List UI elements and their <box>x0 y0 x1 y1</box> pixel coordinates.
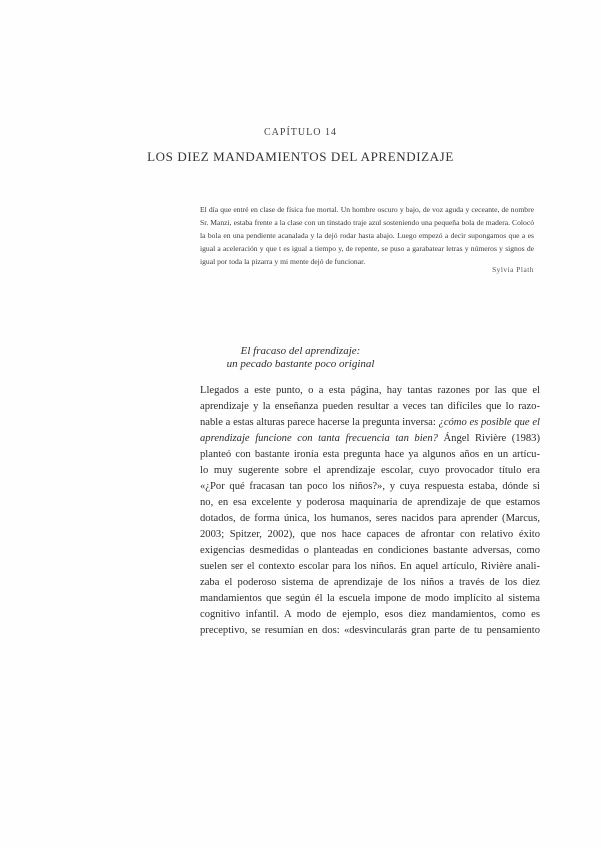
section-heading-line-1: El fracaso del aprendizaje: <box>240 345 361 357</box>
epigraph-author: Sylvia Plath <box>492 265 534 274</box>
body-line-italic-segment: ¿cómo es posible que el <box>438 417 540 428</box>
section-heading-line-2: un pecado bastante poco original <box>226 358 375 370</box>
body-line <box>200 415 540 431</box>
epigraph-text: El día que entré en clase de física fue mortal. Un hombre oscuro y bajo, de voz aguda y ceceante, de nombre Sr. Manzi, estaba frente a la clase con un tinstado traje azul sosteniendo una pequeña bola de madera. Colocó la bola en una pendiente acanalada y la dejó rodar hasta abajo. Luego empezó a decir supongamos que a es igual a aceleración y que t es igual a tiempo y, de repente, se puso a garabatear letras y números y signos de igual por toda la pizarra y mi mente dejó de funcionar. <box>200 205 534 266</box>
body-line: 2003; Spitzer, 2002), que nos hace capaces de afrontar con relativo éxito <box>200 529 540 540</box>
body-line: suelen ser el contexto escolar para los niños. En aquel artículo, Rivière anali- <box>200 561 540 572</box>
body-line-segment: Ángel Rivière (1983) <box>437 433 540 444</box>
body-line: planteó con bastante ironía esta pregunta hace ya algunos años en un artícu- <box>200 449 540 460</box>
body-line: no, en esa excelente y poderosa maquinaria de aprendizaje de que estamos <box>200 497 540 508</box>
chapter-number: CAPÍTULO 14 <box>264 127 337 138</box>
body-paragraph <box>200 383 540 639</box>
body-line-segment: nable a estas alturas parece hacerse la pregunta inversa: <box>200 417 439 428</box>
body-line: aprendizaje y la enseñanza pueden resultar a veces tan difíciles que lo razo- <box>200 401 540 412</box>
body-line: preceptivo, se resumían en dos: «desvincularás gran parte de tu pensamiento <box>200 625 540 636</box>
body-line: lo muy sugerente sobre el aprendizaje escolar, cuyo provocador título era <box>200 465 540 476</box>
body-line: exigencias desmedidas o planteadas en condiciones bastante adversas, como <box>200 545 540 556</box>
body-line: Llegados a este punto, o a esta página, hay tantas razones por las que el <box>200 385 540 396</box>
body-line: zaba el poderoso sistema de aprendizaje de los niños a través de los diez <box>200 577 540 588</box>
chapter-title: LOS DIEZ MANDAMIENTOS DEL APRENDIZAJE <box>147 149 454 164</box>
body-line <box>200 431 540 447</box>
body-line: «¿Por qué fracasan tan poco los niños?», y cuya respuesta estaba, dónde si <box>200 481 540 492</box>
section-heading <box>0 345 601 371</box>
body-line: cognitivo infantil. A modo de ejemplo, esos diez mandamientos, como es <box>200 609 540 620</box>
body-line: mandamientos que según él la escuela impone de modo implícito al sistema <box>200 593 540 604</box>
body-line-italic-segment: aprendizaje funcione con tanta frecuencia tan bien? <box>200 433 438 444</box>
body-line: dotados, de forma única, los humanos, seres nacidos para aprender (Marcus, <box>200 513 540 524</box>
